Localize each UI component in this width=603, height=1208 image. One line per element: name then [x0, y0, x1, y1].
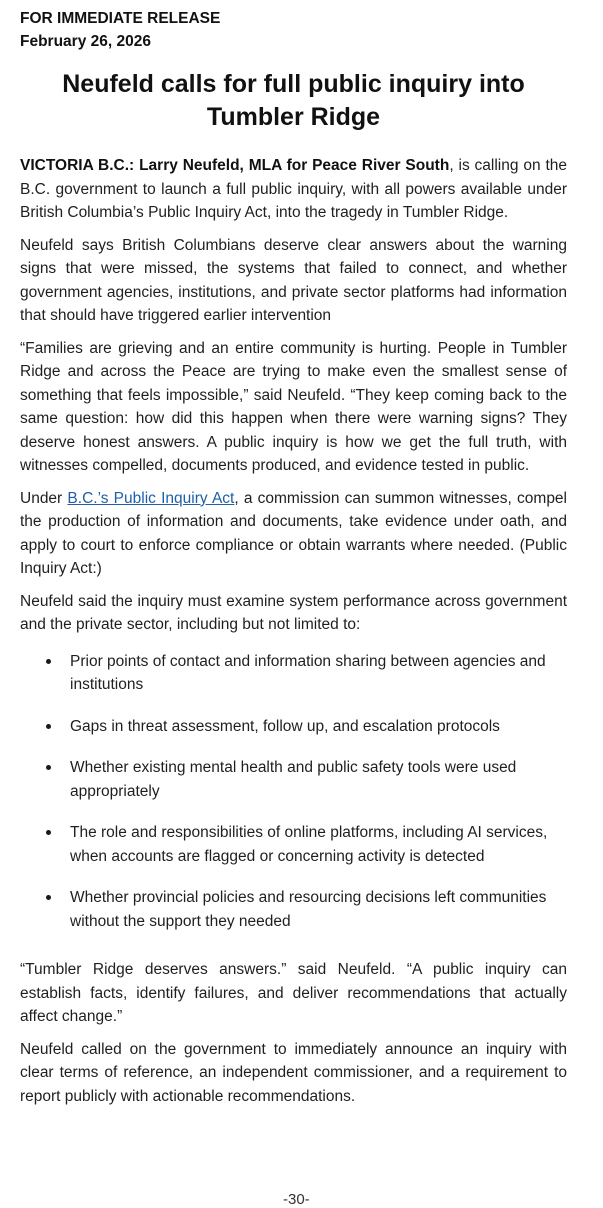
paragraph-warning-signs: Neufeld says British Columbians deserve clear answers about the warning signs that were missed, the systems that failed to connect, and whether government agencies, institutions, and private sector platforms had information that should have triggered earlier intervention: [20, 236, 567, 324]
bullet-icon: [46, 724, 51, 729]
release-label: FOR IMMEDIATE RELEASE: [20, 10, 221, 27]
paragraph-quote-answers: “Tumbler Ridge deserves answers.” said Neufeld. “A public inquiry can establish facts, identify failures, and deliver recommendations that actually affect change.”: [20, 961, 567, 1025]
list-item-text: Whether existing mental health and public safety tools were used appropriately: [70, 759, 517, 800]
paragraph-inquiry-act: [20, 487, 567, 581]
press-release: [20, 0, 567, 1108]
list-item: [20, 821, 567, 868]
inquiry-scope-list: [20, 650, 567, 934]
list-item: [20, 650, 567, 697]
list-item: [20, 756, 567, 803]
release-date: February 26, 2026: [20, 33, 151, 50]
bullet-icon: [46, 659, 51, 664]
paragraph-examine: Neufeld said the inquiry must examine system performance across government and the private sector, including but not limited to:: [20, 592, 567, 633]
paragraph-intro: [20, 154, 567, 225]
page-title: Neufeld calls for full public inquiry into Tumbler Ridge: [62, 70, 525, 131]
bullet-icon: [46, 830, 51, 835]
list-item: [20, 886, 567, 933]
public-inquiry-act-link[interactable]: B.C.’s Public Inquiry Act: [67, 489, 235, 507]
inquiry-act-text: , a commission can summon witnesses, compel the production of information and documents, take evidence under oath, and apply to court to enforce compliance or obtain warrants where needed. (Public Inquiry Act:): [20, 489, 567, 577]
inquiry-act-prefix: Under: [20, 489, 68, 507]
bullet-icon: [46, 765, 51, 770]
intro-text: , is calling on the B.C. government to launch a full public inquiry, with all powers available under British Columbia’s Public Inquiry Act, into the tragedy in Tumbler Ridge.: [20, 157, 567, 221]
dateline-lead: VICTORIA B.C.: Larry Neufeld, MLA for Peace River South: [20, 157, 450, 174]
bullet-icon: [46, 895, 51, 900]
paragraph-quote-families: “Families are grieving and an entire community is hurting. People in Tumbler Ridge and across the Peace are trying to make even the smallest sense of something that feels impossible,” said Neufeld. “They keep coming back to the same question: how did this happen when there were warning signs? They deserve honest answers. A public inquiry is how we get the full truth, with witnesses compelled, documents produced, and evidence tested in public.: [20, 339, 567, 474]
list-item-text: Whether provincial policies and resourcing decisions left communities without the support they needed: [70, 889, 547, 930]
list-item-text: Prior points of contact and information sharing between agencies and institutions: [70, 652, 546, 693]
list-item-text: Gaps in threat assessment, follow up, and escalation protocols: [70, 717, 500, 735]
end-marker: -30-: [283, 1191, 310, 1208]
paragraph-call-to-action: Neufeld called on the government to immediately announce an inquiry with clear terms of reference, an independent commissioner, and a requirement to report publicly with actionable recommendations.: [20, 1040, 567, 1105]
list-item-text: The role and responsibilities of online platforms, including AI services, when accounts are flagged or concerning activity is detected: [70, 824, 548, 865]
list-item: [20, 715, 567, 739]
